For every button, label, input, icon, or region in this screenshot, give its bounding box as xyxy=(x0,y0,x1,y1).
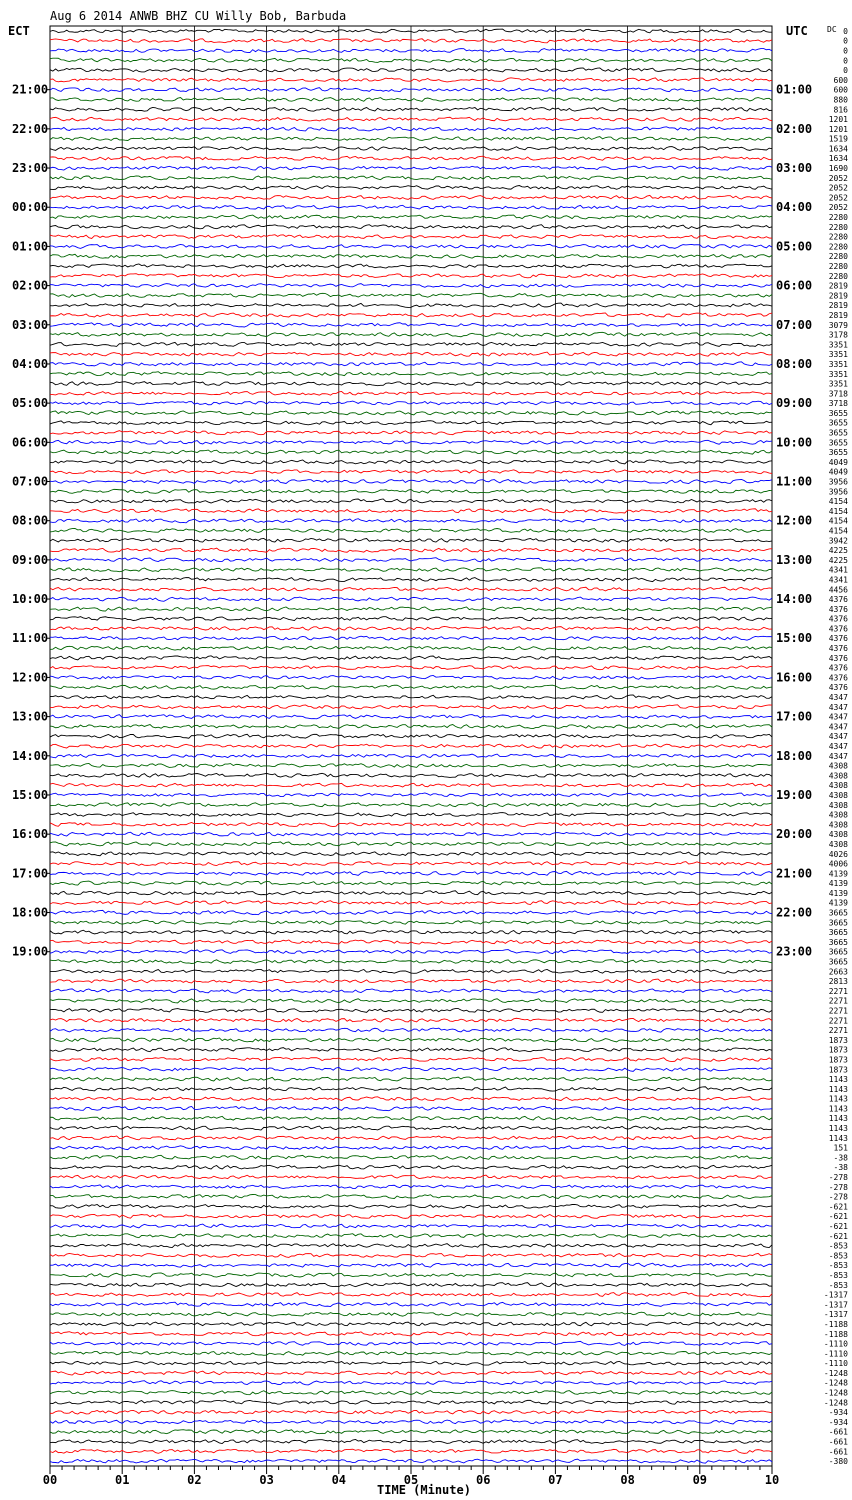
dc-value: -661 xyxy=(828,1437,848,1447)
dc-value: 2280 xyxy=(828,242,848,252)
dc-value: 4139 xyxy=(828,869,848,879)
dc-value: 1873 xyxy=(828,1065,848,1075)
ect-hour-label: 19:00 xyxy=(12,944,49,959)
dc-value: 4341 xyxy=(828,575,848,585)
dc-value: 1143 xyxy=(828,1133,848,1143)
ect-hour-label: 07:00 xyxy=(12,474,49,489)
ect-hour-label: 17:00 xyxy=(12,866,49,881)
dc-value: 3655 xyxy=(828,408,848,418)
utc-hour-label: 23:00 xyxy=(776,944,813,959)
dc-value: -621 xyxy=(828,1231,848,1241)
dc-value: 4154 xyxy=(828,497,848,507)
x-tick-label: 02 xyxy=(187,1473,202,1487)
dc-value: 1690 xyxy=(828,164,848,174)
dc-value: 4154 xyxy=(828,506,848,516)
ect-hour-label: 01:00 xyxy=(12,239,49,254)
dc-header-label: DC xyxy=(827,25,837,34)
dc-value: 2813 xyxy=(828,977,848,987)
dc-value: 4347 xyxy=(828,742,848,751)
dc-value: 2271 xyxy=(828,996,848,1006)
dc-value: 0 xyxy=(843,46,848,56)
utc-hour-label: 17:00 xyxy=(776,709,813,724)
dc-value: 2271 xyxy=(828,1026,848,1036)
ect-hour-label: 03:00 xyxy=(12,317,49,332)
dc-value: -1110 xyxy=(823,1339,848,1349)
dc-value: -1248 xyxy=(823,1368,848,1378)
dc-value: 3956 xyxy=(828,477,848,487)
dc-value: 3665 xyxy=(828,928,848,938)
dc-value: 2280 xyxy=(828,232,848,242)
utc-hour-labels xyxy=(776,83,812,959)
utc-hour-label: 15:00 xyxy=(776,631,813,646)
left-zone-label: ECT xyxy=(8,24,30,38)
dc-value: 2271 xyxy=(828,1016,848,1026)
dc-value: 1143 xyxy=(828,1104,848,1114)
ect-hour-label: 08:00 xyxy=(12,513,49,528)
dc-value: -853 xyxy=(828,1241,848,1251)
dc-value: 1143 xyxy=(828,1124,848,1134)
dc-value: 3956 xyxy=(828,487,848,497)
dc-value: 4376 xyxy=(828,624,848,634)
dc-value: 2280 xyxy=(828,252,848,262)
utc-hour-label: 14:00 xyxy=(776,592,813,607)
utc-hour-label: 08:00 xyxy=(776,356,813,371)
dc-value: 3665 xyxy=(828,937,848,947)
dc-value: -621 xyxy=(828,1212,848,1222)
dc-value: -380 xyxy=(828,1457,848,1467)
dc-value: 4308 xyxy=(828,761,848,771)
dc-value: 1143 xyxy=(828,1084,848,1094)
dc-value: -1317 xyxy=(823,1300,848,1310)
dc-value: -278 xyxy=(828,1182,848,1192)
ect-hour-label: 14:00 xyxy=(12,748,49,763)
dc-value: -38 xyxy=(833,1163,848,1173)
dc-value: 2271 xyxy=(828,1006,848,1016)
dc-value: 3351 xyxy=(828,379,848,389)
dc-value: 3351 xyxy=(828,359,848,369)
dc-value: 2052 xyxy=(828,203,848,213)
dc-value: 2819 xyxy=(828,301,848,311)
dc-value: 4308 xyxy=(828,830,848,840)
dc-value: 4139 xyxy=(828,879,848,889)
dc-value: 1201 xyxy=(828,124,848,134)
dc-value: 4154 xyxy=(828,526,848,536)
dc-value: 2280 xyxy=(828,222,848,232)
dc-value: -853 xyxy=(828,1251,848,1261)
ect-hour-label: 09:00 xyxy=(12,552,49,567)
utc-hour-label: 19:00 xyxy=(776,787,813,802)
dc-value: 0 xyxy=(843,56,848,66)
dc-value: 3665 xyxy=(828,908,848,918)
dc-value: 2280 xyxy=(828,271,848,281)
x-tick-label: 06 xyxy=(475,1473,491,1487)
utc-hour-label: 06:00 xyxy=(776,278,813,293)
ect-hour-label: 15:00 xyxy=(12,787,49,802)
dc-value: 4376 xyxy=(828,604,848,614)
dc-value: 4347 xyxy=(828,693,848,703)
dc-value: 4139 xyxy=(828,898,848,908)
dc-value: -38 xyxy=(833,1153,848,1163)
ect-hour-label: 11:00 xyxy=(12,631,49,646)
dc-value: -1248 xyxy=(823,1388,848,1398)
dc-value: 3655 xyxy=(828,428,848,438)
chart-title: Aug 6 2014 ANWB BHZ CU Willy Bob, Barbuda xyxy=(50,9,347,23)
dc-value: 3655 xyxy=(828,418,848,428)
ect-hour-labels xyxy=(12,83,50,959)
dc-value: 4347 xyxy=(828,732,848,742)
dc-value: 4308 xyxy=(828,790,848,800)
dc-value: 3655 xyxy=(828,438,848,448)
ect-hour-label: 02:00 xyxy=(12,278,49,293)
ect-hour-label: 10:00 xyxy=(12,592,49,607)
x-tick-label: 05 xyxy=(403,1473,419,1487)
ect-hour-label: 12:00 xyxy=(12,670,49,685)
x-tick-label: 09 xyxy=(692,1473,708,1487)
dc-value: -661 xyxy=(828,1447,848,1457)
dc-value: 151 xyxy=(833,1143,848,1153)
dc-value: 600 xyxy=(833,75,848,85)
dc-value: 1201 xyxy=(828,115,848,125)
dc-value: 2052 xyxy=(828,193,848,203)
dc-value: 880 xyxy=(833,95,848,105)
dc-value: 4049 xyxy=(828,467,848,477)
dc-value: -1110 xyxy=(823,1359,848,1369)
dc-value: -853 xyxy=(828,1280,848,1290)
utc-hour-label: 03:00 xyxy=(776,161,813,176)
x-tick-label: 01 xyxy=(114,1473,130,1487)
dc-value: 3718 xyxy=(828,399,848,409)
dc-value: 4376 xyxy=(828,683,848,693)
dc-value: 3178 xyxy=(828,330,848,340)
dc-value: 4347 xyxy=(828,712,848,722)
dc-value: 1143 xyxy=(828,1114,848,1124)
x-tick-label: 00 xyxy=(42,1473,58,1487)
dc-value: -934 xyxy=(828,1408,848,1418)
dc-value: 3655 xyxy=(828,448,848,458)
dc-value: 3718 xyxy=(828,389,848,399)
utc-hour-label: 05:00 xyxy=(776,239,813,254)
utc-hour-label: 11:00 xyxy=(776,474,813,489)
utc-hour-label: 02:00 xyxy=(776,121,813,136)
utc-hour-label: 13:00 xyxy=(776,552,813,567)
ect-hour-label: 18:00 xyxy=(12,905,49,920)
dc-value: 1873 xyxy=(828,1035,848,1045)
dc-value: 4049 xyxy=(828,457,848,467)
dc-value: 4376 xyxy=(828,644,848,654)
dc-value: -1110 xyxy=(823,1349,848,1359)
dc-value: -934 xyxy=(828,1417,848,1427)
utc-hour-label: 10:00 xyxy=(776,435,813,450)
dc-value: 4376 xyxy=(828,673,848,683)
dc-value: 2819 xyxy=(828,310,848,320)
dc-value: 3351 xyxy=(828,369,848,379)
dc-value: 2819 xyxy=(828,281,848,291)
dc-value: 0 xyxy=(843,36,848,46)
x-tick-label: 07 xyxy=(548,1473,563,1487)
dc-value: 3665 xyxy=(828,947,848,957)
dc-value: 0 xyxy=(843,66,848,76)
x-axis-title: TIME (Minute) xyxy=(377,1483,471,1497)
dc-value: 4308 xyxy=(828,810,848,820)
utc-hour-label: 12:00 xyxy=(776,513,813,528)
dc-value: 4376 xyxy=(828,614,848,624)
right-zone-label: UTC xyxy=(786,24,808,38)
utc-hour-label: 20:00 xyxy=(776,827,813,842)
ect-hour-label: 22:00 xyxy=(12,121,49,136)
x-tick-label: 10 xyxy=(764,1473,780,1487)
dc-value: 2052 xyxy=(828,173,848,183)
dc-value: 600 xyxy=(833,85,848,95)
dc-value: 1143 xyxy=(828,1094,848,1104)
dc-value: -853 xyxy=(828,1261,848,1271)
dc-value: -278 xyxy=(828,1192,848,1202)
dc-value: 4376 xyxy=(828,653,848,663)
utc-hour-label: 22:00 xyxy=(776,905,813,920)
utc-hour-label: 09:00 xyxy=(776,396,813,411)
utc-hour-label: 16:00 xyxy=(776,670,813,685)
dc-value: 4376 xyxy=(828,634,848,644)
dc-value: 2663 xyxy=(828,967,848,977)
dc-value: 2052 xyxy=(828,183,848,193)
dc-value: 4376 xyxy=(828,595,848,605)
dc-offset-labels xyxy=(824,27,848,1466)
dc-value: 1634 xyxy=(828,144,848,154)
dc-value: 4225 xyxy=(828,555,848,565)
dc-value: -1188 xyxy=(823,1319,848,1329)
dc-value: 4308 xyxy=(828,771,848,781)
dc-value: 4308 xyxy=(828,839,848,849)
dc-value: 816 xyxy=(833,105,848,115)
x-tick-label: 04 xyxy=(331,1473,347,1487)
dc-value: 4347 xyxy=(828,751,848,761)
dc-value: -278 xyxy=(828,1173,848,1183)
dc-value: 1873 xyxy=(828,1045,848,1055)
utc-hour-label: 01:00 xyxy=(776,82,813,97)
dc-value: 1519 xyxy=(828,134,848,144)
dc-value: -621 xyxy=(828,1222,848,1231)
dc-value: 4308 xyxy=(828,781,848,791)
x-tick-label: 08 xyxy=(620,1473,635,1487)
dc-value: -1248 xyxy=(823,1398,848,1408)
dc-value: 0 xyxy=(843,26,848,36)
dc-value: 1634 xyxy=(828,154,848,164)
dc-value: 4347 xyxy=(828,722,848,732)
dc-value: 4376 xyxy=(828,663,848,673)
dc-value: 4026 xyxy=(828,849,848,859)
x-tick-label: 03 xyxy=(259,1473,274,1487)
dc-value: -853 xyxy=(828,1270,848,1280)
dc-value: -1248 xyxy=(823,1378,848,1388)
dc-value: 4225 xyxy=(828,546,848,556)
dc-value: 3351 xyxy=(828,350,848,360)
minute-gridlines xyxy=(122,26,700,1466)
dc-value: -621 xyxy=(828,1202,848,1212)
utc-hour-label: 18:00 xyxy=(776,748,813,763)
dc-value: 4341 xyxy=(828,565,848,575)
utc-hour-label: 21:00 xyxy=(776,866,813,881)
ect-hour-label: 05:00 xyxy=(12,396,49,411)
dc-value: 4308 xyxy=(828,820,848,830)
dc-value: 3665 xyxy=(828,918,848,928)
dc-value: 4347 xyxy=(828,702,848,712)
dc-value: 1143 xyxy=(828,1075,848,1085)
dc-value: 4139 xyxy=(828,888,848,898)
dc-value: 2819 xyxy=(828,291,848,301)
ect-hour-label: 13:00 xyxy=(12,709,49,724)
dc-value: 4308 xyxy=(828,800,848,810)
dc-value: 3351 xyxy=(828,340,848,350)
ect-hour-label: 06:00 xyxy=(12,435,49,450)
dc-value: 4006 xyxy=(828,859,848,869)
utc-hour-label: 07:00 xyxy=(776,317,813,332)
dc-value: 3079 xyxy=(828,320,848,330)
utc-hour-label: 04:00 xyxy=(776,200,813,215)
dc-value: -1317 xyxy=(823,1310,848,1320)
dc-value: -1188 xyxy=(823,1329,848,1339)
dc-value: 1873 xyxy=(828,1055,848,1065)
dc-value: -1317 xyxy=(823,1290,848,1300)
ect-hour-label: 16:00 xyxy=(12,827,49,842)
dc-value: 2271 xyxy=(828,986,848,996)
ect-hour-label: 21:00 xyxy=(12,82,49,97)
ect-hour-label: 00:00 xyxy=(12,200,49,215)
ect-hour-label: 04:00 xyxy=(12,356,49,371)
dc-value: 4154 xyxy=(828,516,848,526)
ect-hour-label: 23:00 xyxy=(12,161,49,176)
dc-value: 2280 xyxy=(828,213,848,223)
dc-value: -661 xyxy=(828,1427,848,1437)
dc-value: 2280 xyxy=(828,262,848,271)
dc-value: 3665 xyxy=(828,957,848,967)
dc-value: 4456 xyxy=(828,585,848,595)
dc-value: 3942 xyxy=(828,536,848,546)
